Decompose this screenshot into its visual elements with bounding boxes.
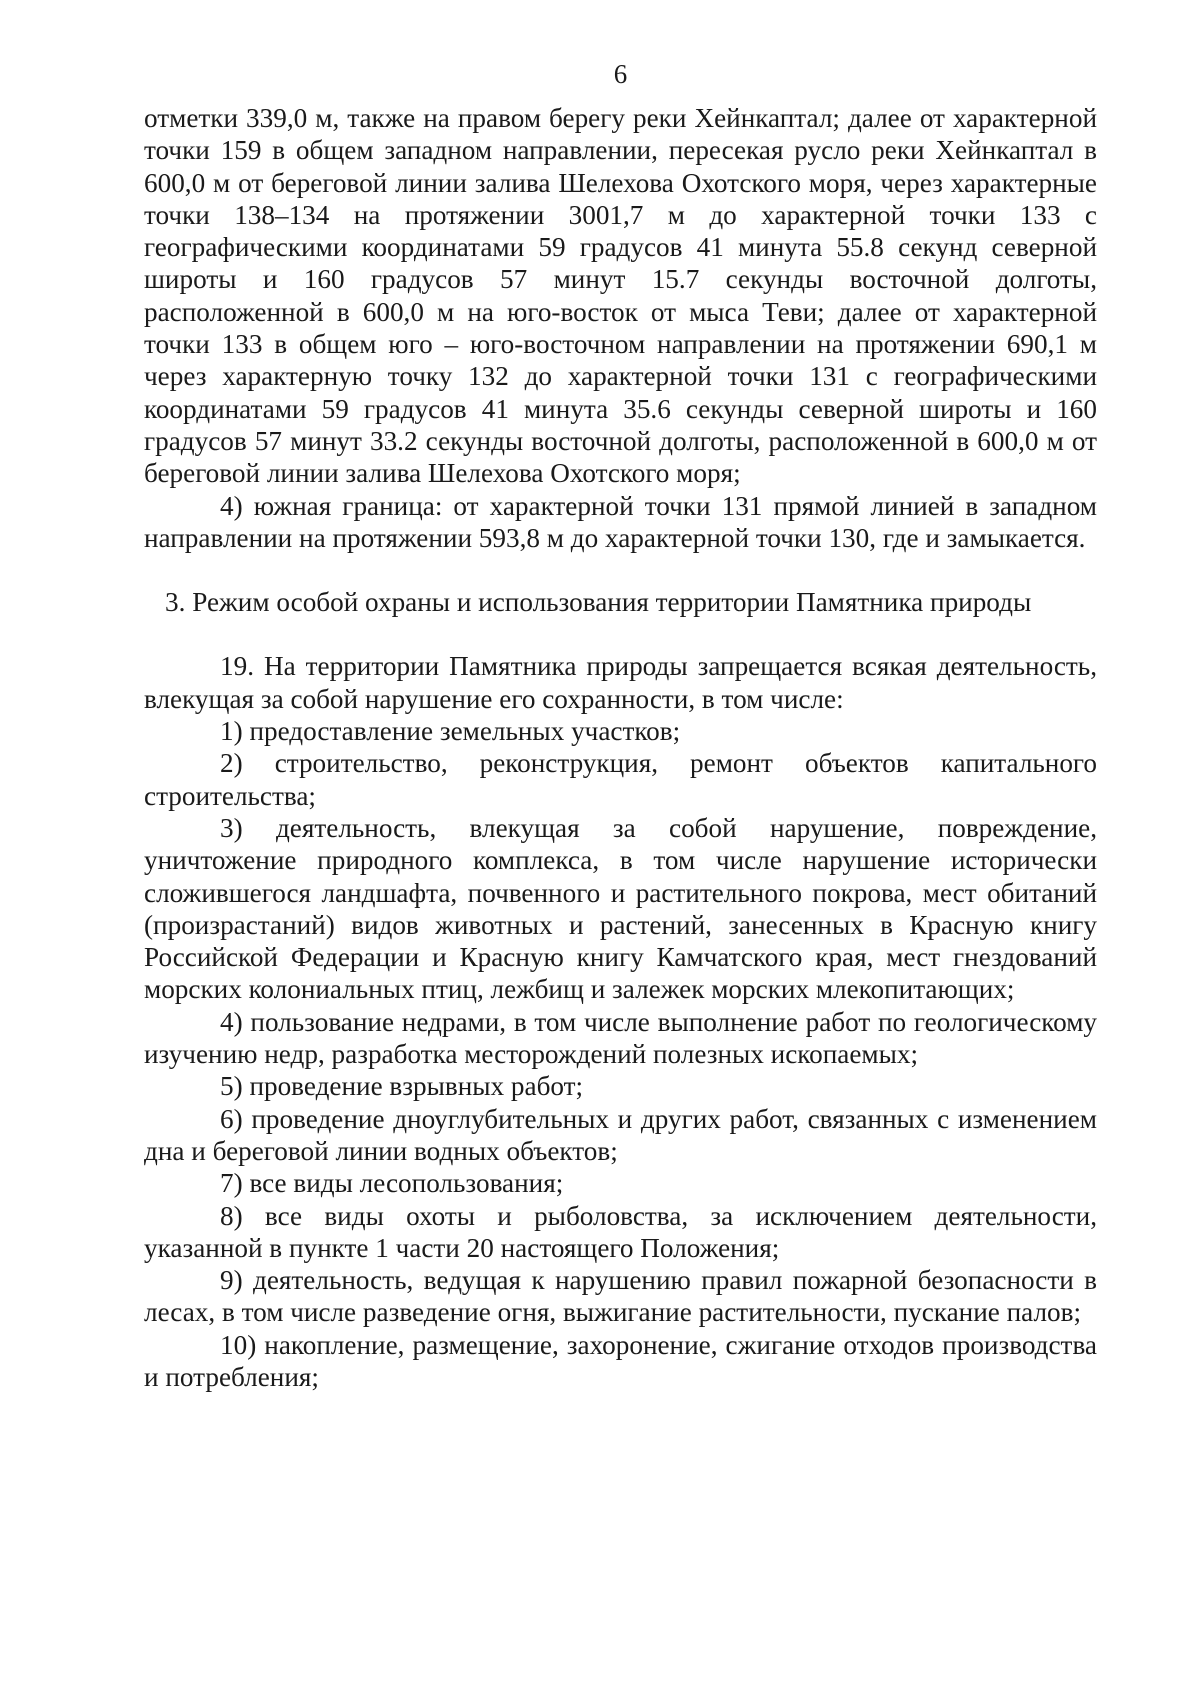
list-item-8: 8) все виды охоты и рыболовства, за исключением деятельности, указанной в пункте 1 части 20 настоящего Положения; <box>144 1200 1097 1263</box>
paragraph-item-19: 19. На территории Памятника природы запрещается всякая деятельность, влекущая за собой нарушение его сохранности, в том числе: <box>144 651 1097 714</box>
list-item-3: 3) деятельность, влекущая за собой нарушение, повреждение, уничтожение природного комплекса, в том числе нарушение исторически сложившегося ландшафта, почвенного и растительного покрова, мест обитаний (произрастаний) видов животных и растений, занесенных в Красную книгу Российской Федерации и Красную книгу Камчатского края, мест гнездований морских колониальных птиц, лежбищ и залежек морских млекопитающих; <box>144 812 1097 1005</box>
list-item-9: 9) деятельность, ведущая к нарушению правил пожарной безопасности в лесах, в том числе разведение огня, выжигание растительности, пускание палов; <box>144 1265 1097 1328</box>
list-item-7: 7) все виды лесопользования; <box>220 1168 564 1199</box>
list-item-2: 2) строительство, реконструкция, ремонт объектов капитального строительства; <box>144 748 1097 811</box>
section-heading: 3. Режим особой охраны и использования территории Памятника природы <box>165 587 1032 618</box>
list-item-10: 10) накопление, размещение, захоронение, сжигание отходов производства и потребления; <box>144 1329 1097 1392</box>
paragraph-boundary-continuation: отметки 339,0 м, также на правом берегу реки Хейнкаптал; далее от характерной точки 159 в общем западном направлении, пересекая русло реки Хейнкаптал в 600,0 м от береговой линии залива Шелехова Охотского моря, через характерные точки 138–134 на протяжении 3001,7 м до характерной точки 133 с географическими координатами 59 градусов 41 минута 55.8 секунд северной широты и 160 градусов 57 минут 15.7 секунды восточной долготы, расположенной в 600,0 м на юго-восток от мыса Теви; далее от характерной точки 133 в общем юго – юго-восточном направлении на протяжении 690,1 м через характерную точку 132 до характерной точки 131 с географическими координатами 59 градусов 41 минута 35.6 секунды северной широты и 160 градусов 57 минут 33.2 секунды восточной долготы, расположенной в 600,0 м от береговой линии залива Шелехова Охотского моря; <box>144 103 1097 489</box>
paragraph-southern-boundary: 4) южная граница: от характерной точки 131 прямой линией в западном направлении на протяжении 593,8 м до характерной точки 130, где и замыкается. <box>144 490 1097 553</box>
document-body <box>144 102 1097 1393</box>
list-item-5: 5) проведение взрывных работ; <box>220 1071 584 1102</box>
list-item-4: 4) пользование недрами, в том числе выполнение работ по геологическому изучению недр, разработка месторождений полезных ископаемых; <box>144 1006 1097 1070</box>
list-item-6: 6) проведение дноуглубительных и других работ, связанных с изменением дна и береговой линии водных объектов; <box>144 1103 1097 1166</box>
page-number: 6 <box>613 59 628 89</box>
list-item-1: 1) предоставление земельных участков; <box>220 716 681 747</box>
